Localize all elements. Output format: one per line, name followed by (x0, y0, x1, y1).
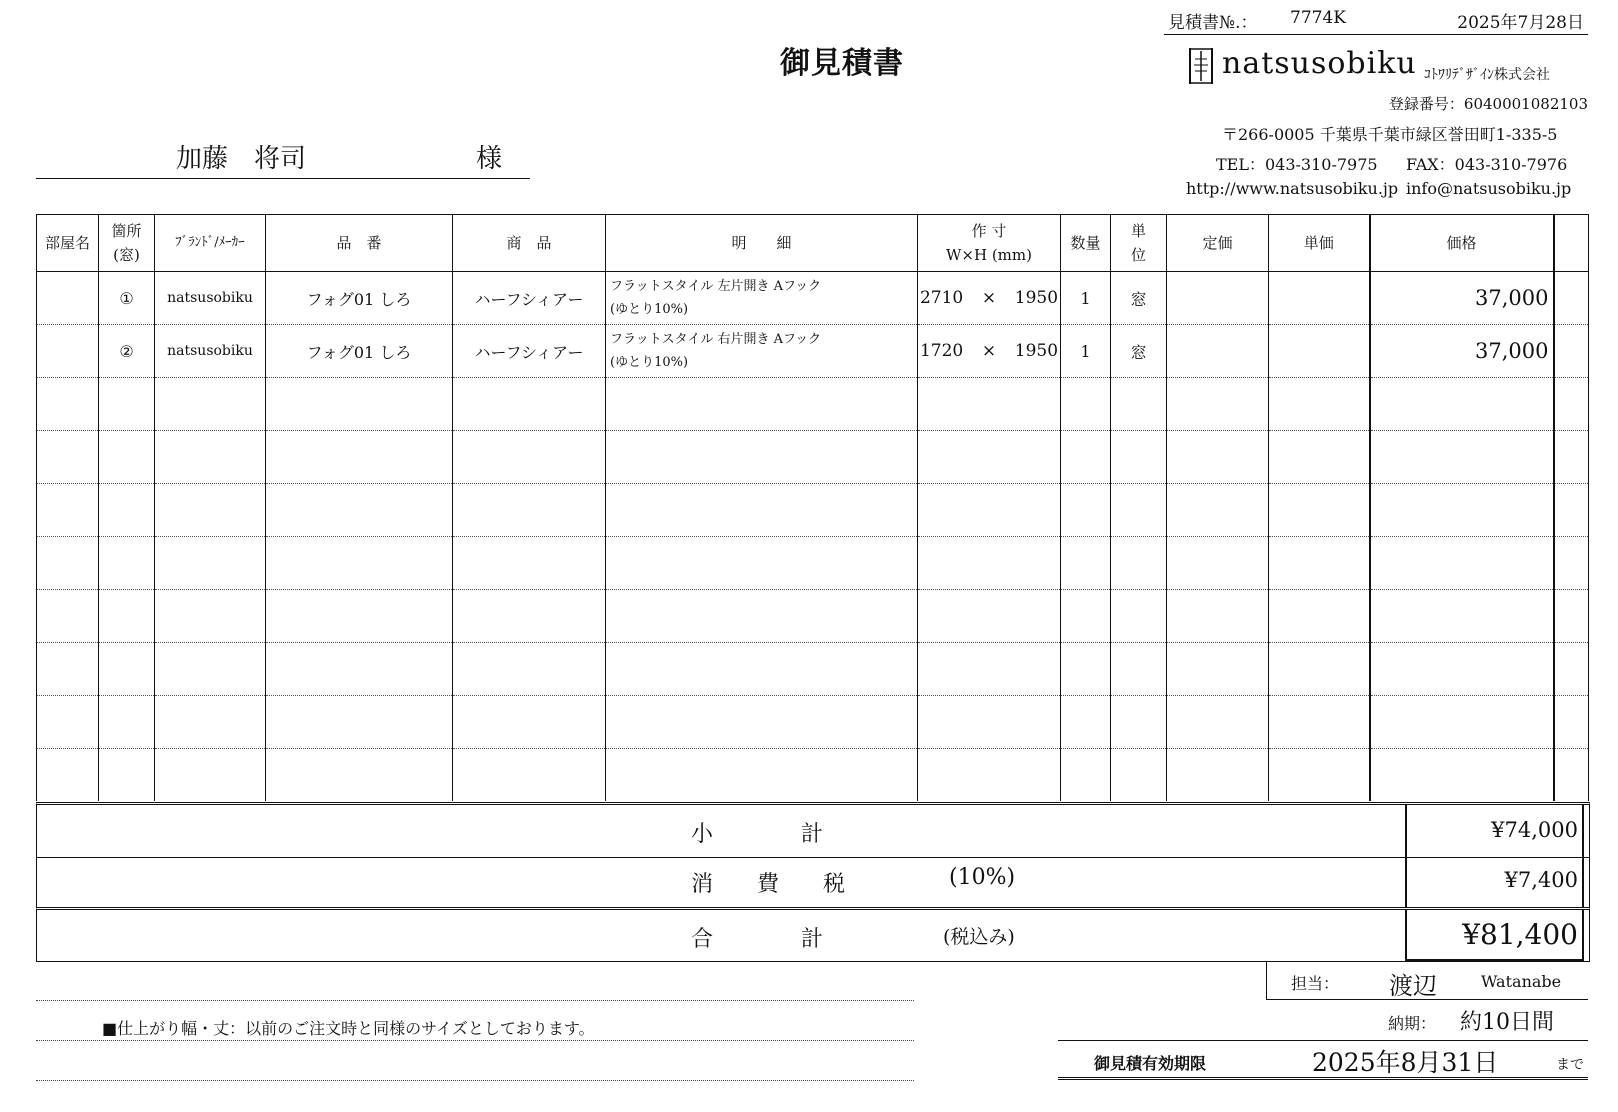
company-url[interactable]: http://www.natsusobiku.jp (1186, 179, 1399, 198)
header-price: 価格 (1370, 215, 1554, 272)
header-part-no: 品 番 (266, 215, 453, 272)
cell-part-no: フォグ01 しろ (266, 325, 453, 378)
subtotal-value: ¥74,000 (1405, 805, 1584, 857)
header-room: 部屋名 (37, 215, 99, 272)
total-value: ¥81,400 (1405, 910, 1584, 961)
customer-block (36, 134, 530, 179)
size-times: × (981, 341, 997, 361)
detail-line1: フラットスタイル 左片開き Aフック (610, 279, 822, 294)
size-times: × (981, 288, 997, 308)
total-row (36, 910, 1590, 962)
cell-qty: 1 (1061, 325, 1111, 378)
customer-honorific: 様 (476, 144, 503, 174)
cell-unit: 窓 (1111, 272, 1167, 325)
tax-row (36, 855, 1590, 910)
header-extra (1554, 215, 1589, 272)
cell-size (918, 272, 1061, 325)
cell-location: ② (99, 325, 155, 378)
header-size-line2: W×H (mm) (946, 246, 1032, 264)
header-unit-line2: 位 (1130, 246, 1146, 264)
customer-name: 加藤 将司 (176, 144, 307, 174)
company-registration: 登録番号：6040001082103 (1388, 95, 1588, 113)
cell-unit-price (1269, 325, 1370, 378)
cell-price: 37,000 (1370, 272, 1554, 325)
validity-block (1058, 1040, 1588, 1080)
table-row (37, 272, 1589, 325)
subtotal-label: 小 計 (691, 822, 824, 847)
table-row-empty (37, 537, 1589, 590)
company-email[interactable]: info@natsusobiku.jp (1406, 179, 1572, 198)
total-note: (税込み) (943, 926, 1015, 948)
company-address: 〒266-0005 千葉県千葉市緑区誉田町1-335-5 (1222, 125, 1558, 144)
header-size-line1: 作 寸 (971, 222, 1007, 240)
table-row-empty (37, 484, 1589, 537)
cell-list-price (1167, 272, 1269, 325)
table-row-empty (37, 378, 1589, 431)
cell-list-price (1167, 325, 1269, 378)
document-title: 御見積書 (780, 46, 904, 81)
size-width: 1720 (919, 341, 964, 361)
tax-rate: (10%) (949, 865, 1016, 890)
cell-location: ① (99, 272, 155, 325)
items-table (36, 214, 1589, 801)
staff-box (1266, 962, 1588, 1000)
header-list-price: 定価 (1167, 215, 1269, 272)
delivery-value: 約10日間 (1460, 1010, 1554, 1035)
logo-text: natsusobiku (1222, 46, 1417, 81)
detail-line1: フラットスタイル 右片開き Aフック (610, 332, 822, 347)
size-height: 1950 (1014, 288, 1059, 308)
cell-size (918, 325, 1061, 378)
staff-romaji: Watanabe (1481, 972, 1562, 991)
cell-extra (1554, 272, 1589, 325)
table-row-empty (37, 431, 1589, 484)
tax-value: ¥7,400 (1405, 855, 1584, 907)
note-line-mid (36, 1040, 914, 1041)
estimate-date: 2025年7月28日 (1457, 13, 1584, 33)
cell-brand: natsusobiku (155, 325, 266, 378)
cell-price: 37,000 (1370, 325, 1554, 378)
header-size (918, 215, 1061, 272)
table-row (37, 325, 1589, 378)
table-row-empty (37, 643, 1589, 696)
estimate-info-bar (1164, 4, 1588, 35)
cell-room (37, 325, 99, 378)
cell-part-no: フォグ01 しろ (266, 272, 453, 325)
header-qty: 数量 (1061, 215, 1111, 272)
table-header-row (37, 215, 1589, 272)
estimate-no-label: 見積書№.： (1168, 13, 1258, 33)
size-height: 1950 (1014, 341, 1059, 361)
staff-label: 担当： (1291, 974, 1340, 993)
total-label: 合 計 (691, 927, 824, 952)
tax-label: 消 費 税 (691, 872, 846, 897)
company-tel: TEL：043-310-7975 (1216, 155, 1378, 174)
validity-date: 2025年8月31日 (1312, 1048, 1499, 1077)
estimate-no: 7774K (1290, 8, 1346, 28)
delivery-label: 納期： (1388, 1014, 1437, 1033)
header-unit (1111, 215, 1167, 272)
subtotal-row (36, 802, 1590, 858)
header-unit-price: 単価 (1269, 215, 1370, 272)
header-brand: ﾌﾞﾗﾝﾄﾞ/ﾒｰｶｰ (155, 215, 266, 272)
company-name: ｺﾄﾜﾘﾃﾞｻﾞｲﾝ株式会社 (1424, 67, 1550, 83)
header-location-line1: 箇所 (111, 222, 142, 240)
validity-label: 御見積有効期限 (1094, 1054, 1207, 1073)
header-location (99, 215, 155, 272)
detail-line2: (ゆとり10%) (610, 355, 689, 370)
table-row-empty (37, 590, 1589, 643)
header-product: 商 品 (453, 215, 606, 272)
validity-suffix: まで (1556, 1057, 1584, 1073)
cell-detail (606, 325, 918, 378)
table-row-empty (37, 696, 1589, 749)
cell-unit: 窓 (1111, 325, 1167, 378)
header-unit-line1: 単 (1130, 222, 1146, 240)
logo-mark-icon (1188, 47, 1214, 85)
cell-product: ハーフシィアー (453, 272, 606, 325)
note-text: ■仕上がり幅・丈：以前のご注文時と同様のサイズとしております。 (102, 1019, 595, 1038)
company-fax: FAX：043-310-7976 (1406, 155, 1568, 174)
staff-name: 渡辺 (1389, 972, 1437, 1000)
cell-product: ハーフシィアー (453, 325, 606, 378)
cell-detail (606, 272, 918, 325)
cell-room (37, 272, 99, 325)
cell-qty: 1 (1061, 272, 1111, 325)
detail-line2: (ゆとり10%) (610, 302, 689, 317)
note-line-top (36, 1000, 914, 1001)
table-row-empty (37, 749, 1589, 802)
size-width: 2710 (919, 288, 964, 308)
cell-brand: natsusobiku (155, 272, 266, 325)
cell-unit-price (1269, 272, 1370, 325)
header-detail: 明 細 (606, 215, 918, 272)
note-line-bottom (36, 1080, 914, 1081)
header-location-line2: (窓) (113, 246, 140, 264)
cell-extra (1554, 325, 1589, 378)
